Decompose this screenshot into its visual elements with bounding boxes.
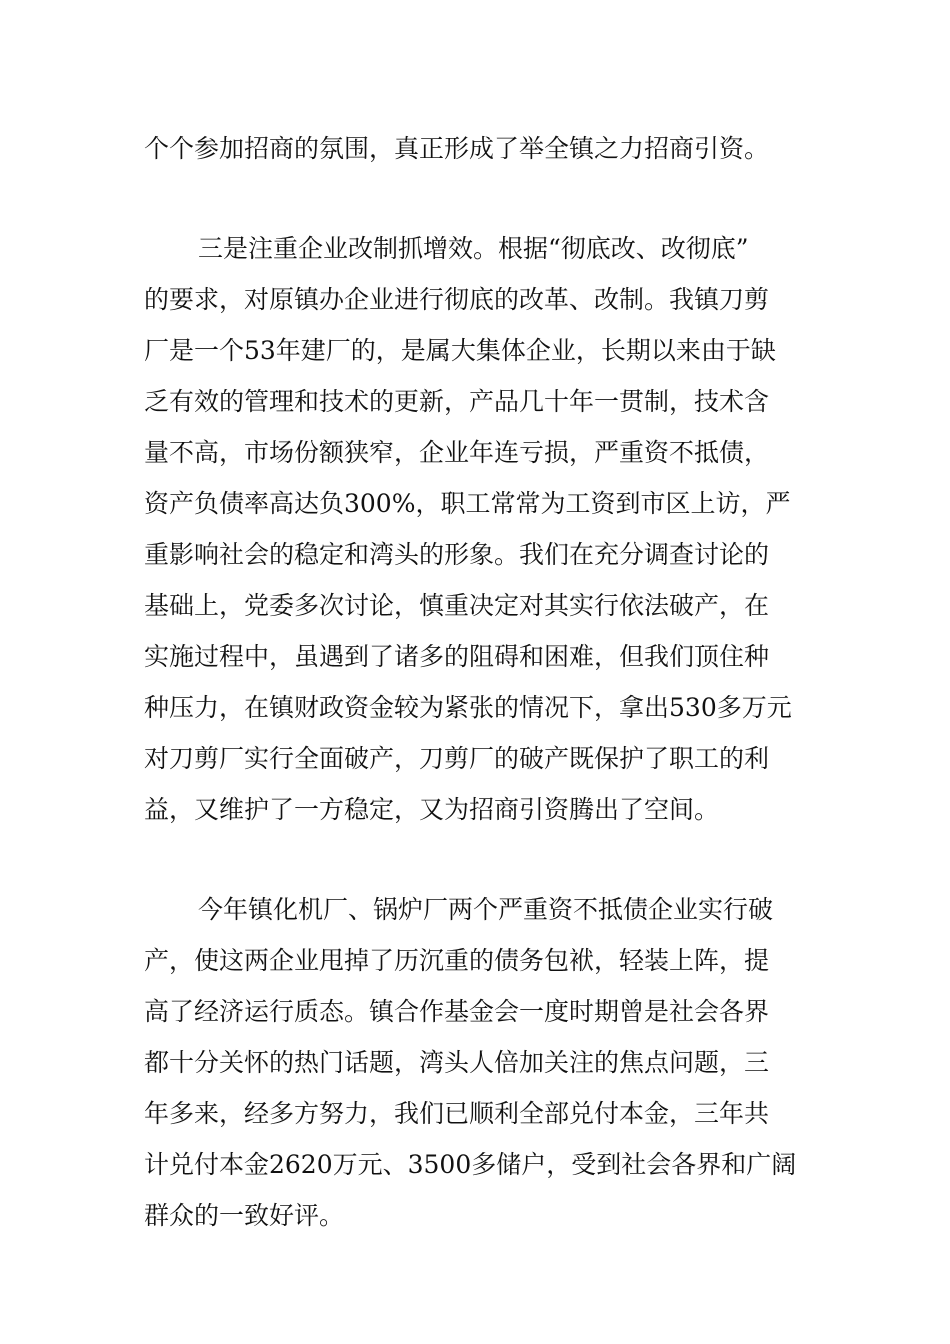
paragraph-2-line-1: 三是注重企业改制抓增效。根据“彻底改、改彻底” bbox=[198, 234, 749, 263]
paragraph-2-line-5: 量不高，市场份额狭窄，企业年连亏损，严重资不抵债， bbox=[144, 438, 770, 467]
paragraph-3-line-2: 产，使这两企业甩掉了历沉重的债务包袱，轻装上阵，提 bbox=[144, 946, 770, 975]
paragraph-3-line-3: 高了经济运行质态。镇合作基金会一度时期曾是社会各界 bbox=[144, 997, 770, 1026]
paragraph-3-line-4: 都十分关怀的热门话题，湾头人倍加关注的焦点问题，三 bbox=[144, 1048, 770, 1077]
paragraph-2-line-9: 实施过程中，虽遇到了诸多的阻碍和困难，但我们顶住种 bbox=[144, 642, 770, 671]
paragraph-2-line-11: 对刀剪厂实行全面破产，刀剪厂的破产既保护了职工的利 bbox=[144, 744, 770, 773]
paragraph-2-line-7: 重影响社会的稳定和湾头的形象。我们在充分调查讨论的 bbox=[144, 540, 770, 569]
paragraph-1-line-1: 个个参加招商的氛围，真正形成了举全镇之力招商引资。 bbox=[144, 134, 770, 163]
paragraph-2-line-6: 资产负债率高达负300%，职工常常为工资到市区上访，严 bbox=[144, 489, 791, 518]
paragraph-2-line-10: 种压力，在镇财政资金较为紧张的情况下，拿出530多万元 bbox=[144, 693, 792, 722]
paragraph-2-line-3: 厂是一个53年建厂的，是属大集体企业，长期以来由于缺 bbox=[144, 336, 776, 365]
paragraph-3-line-6: 计兑付本金2620万元、3500多储户，受到社会各界和广阔 bbox=[144, 1150, 797, 1179]
paragraph-2-line-12: 益，又维护了一方稳定，又为招商引资腾出了空间。 bbox=[144, 795, 720, 824]
paragraph-2-line-2: 的要求，对原镇办企业进行彻底的改革、改制。我镇刀剪 bbox=[144, 285, 770, 314]
paragraph-3-line-7: 群众的一致好评。 bbox=[144, 1201, 345, 1230]
paragraph-3-line-5: 年多来，经多方努力，我们已顺利全部兑付本金，三年共 bbox=[144, 1099, 770, 1128]
paragraph-2-line-8: 基础上，党委多次讨论，慎重决定对其实行依法破产，在 bbox=[144, 591, 770, 620]
paragraph-3-line-1: 今年镇化机厂、锅炉厂两个严重资不抵债企业实行破 bbox=[198, 895, 774, 924]
paragraph-2-line-4: 乏有效的管理和技术的更新，产品几十年一贯制，技术含 bbox=[144, 387, 770, 416]
